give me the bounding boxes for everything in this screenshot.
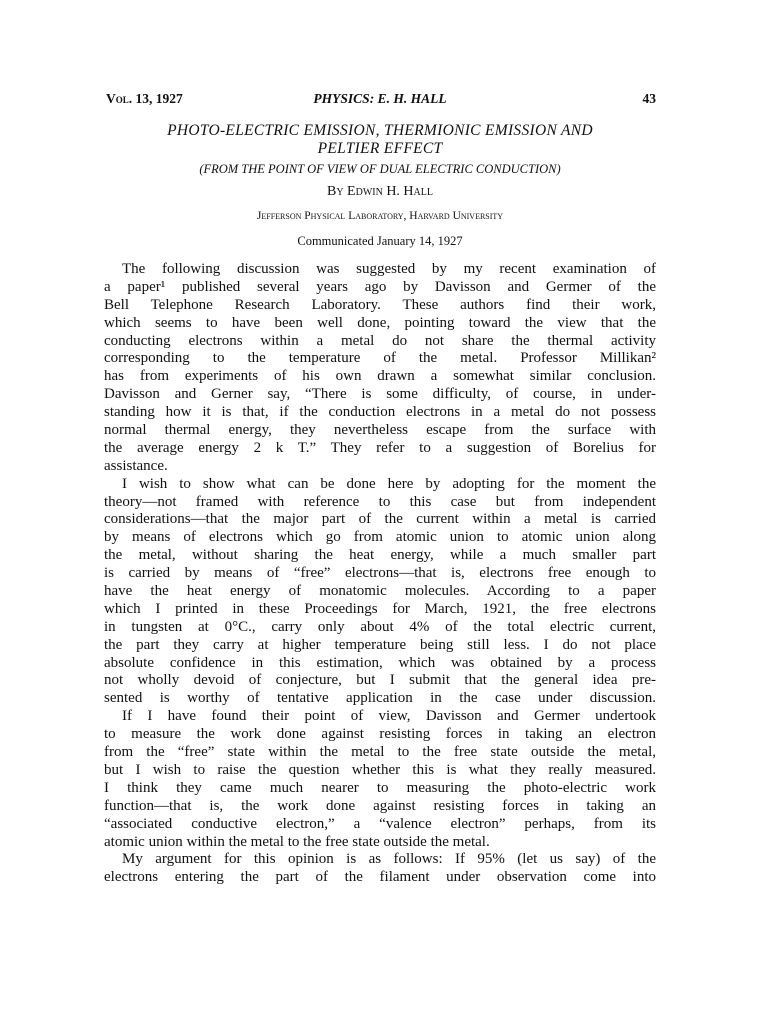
body-line: from the “free” state within the metal to the free state outside the metal, — [104, 744, 656, 761]
body-line: Bell Telephone Research Laboratory. These authors find their work, — [104, 296, 656, 313]
body-line: absolute confidence in this estimation, which was obtained by a process — [104, 654, 656, 671]
body-line: which seems to have been well done, pointing toward the view that the — [104, 314, 656, 331]
body-line: not wholly devoid of conjecture, but I submit that the general idea pre- — [104, 672, 656, 689]
body-line: which I printed in these Proceedings for March, 1921, the free electrons — [104, 600, 656, 617]
body-line: atomic union within the metal to the free state outside the metal. — [104, 833, 490, 850]
running-header — [104, 91, 656, 109]
body-line: corresponding to the temperature of the metal. Professor Millikan² — [104, 350, 656, 367]
body-line: sented is worthy of tentative application in the case under discussion. — [104, 690, 656, 707]
body-line: function—that is, the work done against resisting forces in taking an — [104, 797, 656, 814]
article-title-line-2: PELTIER EFFECT — [317, 140, 443, 157]
article-title — [104, 122, 656, 158]
body-line: The following discussion was suggested by my recent examination of — [122, 261, 656, 277]
body-line: have the heat energy of monatomic molecules. According to a paper — [104, 583, 656, 600]
body-line: Davisson and Gerner say, “There is some difficulty, of course, in under- — [104, 386, 656, 403]
body-line: has from experiments of his own drawn a somewhat similar conclusion. — [104, 368, 656, 385]
body-line: If I have found their point of view, Davisson and Germer undertook — [122, 708, 656, 725]
body-line: a paper¹ published several years ago by Davisson and Germer of the — [104, 278, 656, 295]
body-line: assistance. — [104, 457, 168, 474]
running-title: PHYSICS: E. H. HALL — [313, 91, 447, 106]
body-line: the average energy 2 k T.” They refer to a suggestion of Borelius for — [104, 439, 656, 456]
body-line: but I wish to raise the question whether this is what they really measured. — [104, 761, 656, 778]
page-number: 43 — [642, 91, 656, 106]
body-line: to measure the work done against resisting forces in taking an electron — [104, 726, 656, 743]
author-affiliation: Jefferson Physical Laboratory, Harvard University — [256, 210, 504, 222]
article-title-line-1: PHOTO-ELECTRIC EMISSION, THERMIONIC EMISSION AND — [167, 122, 593, 139]
article-subtitle: (FROM THE POINT OF VIEW OF DUAL ELECTRIC CONDUCTION) — [199, 162, 561, 176]
body-line: the metal, without sharing the heat energy, while a much smaller part — [104, 547, 656, 564]
body-line: in tungsten at 0°C., carry only about 4% of the total electric current, — [104, 618, 656, 635]
body-line: electrons entering the part of the filament under observation come into — [104, 869, 656, 886]
body-line: “associated conductive electron,” a “valence electron” perhaps, from its — [104, 815, 656, 832]
body-line: My argument for this opinion is as follows: If 95% (let us say) of the — [122, 851, 656, 868]
body-line: by means of electrons which go from atomic union to atomic union along — [104, 529, 656, 546]
author-byline: By Edwin H. Hall — [327, 184, 433, 199]
body-line: I think they came much nearer to measuring the photo-electric work — [104, 779, 656, 796]
communicated-date: Communicated January 14, 1927 — [297, 234, 463, 248]
article-body — [104, 261, 656, 887]
body-line: considerations—that the major part of the current within a metal is carried — [104, 511, 656, 528]
body-line: I wish to show what can be done here by adopting for the moment the — [122, 475, 656, 492]
volume-label: Vol. 13, 1927 — [106, 91, 183, 106]
body-line: conducting electrons within a metal do not share the thermal activity — [104, 332, 656, 349]
body-line: standing how it is that, if the conduction electrons in a metal do not possess — [104, 404, 656, 421]
body-line: normal thermal energy, they nevertheless escape from the surface with — [104, 422, 656, 439]
body-line: the part they carry at higher temperature being still less. I do not place — [104, 636, 656, 653]
body-line: theory—not framed with reference to this case but from independent — [104, 493, 656, 510]
body-line: is carried by means of “free” electrons—that is, electrons free enough to — [104, 565, 656, 582]
